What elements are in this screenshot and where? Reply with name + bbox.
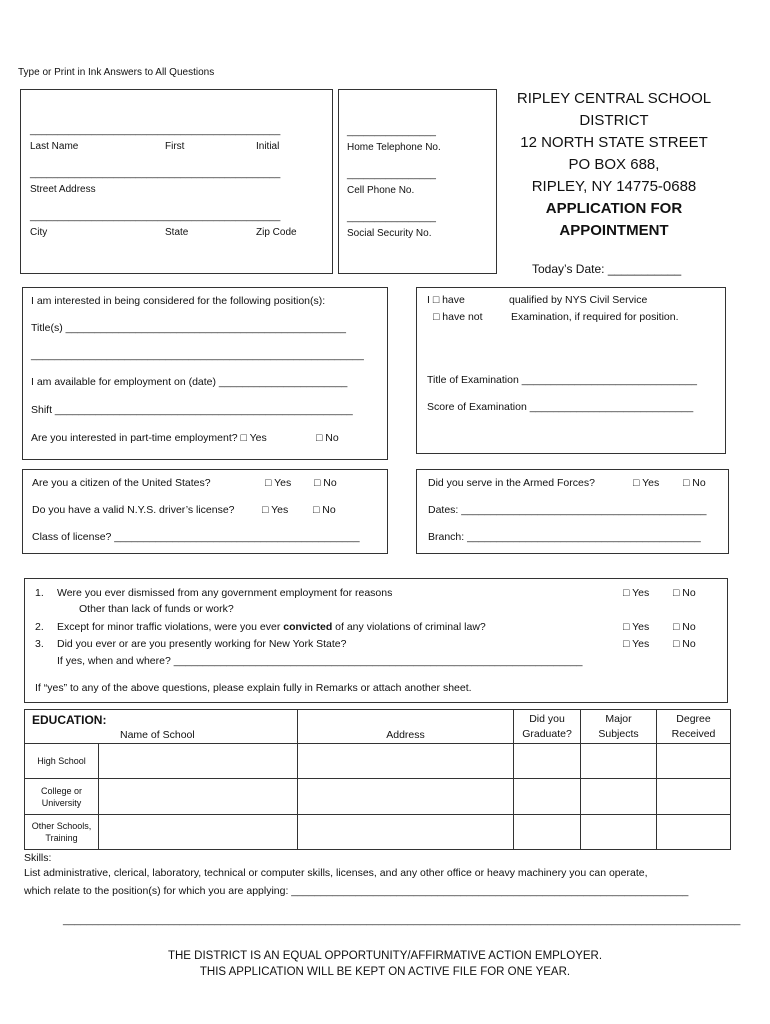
school-name-cell[interactable] [99,815,298,850]
ssn-label: Social Security No. [347,228,432,239]
address-cell[interactable] [298,779,514,815]
major-header-line1: Major [605,712,632,725]
last-name-label: Last Name [30,141,79,152]
question-2-no-checkbox[interactable]: □ No [673,621,696,633]
district-po-box: PO BOX 688, [568,156,660,173]
armed-forces-yes-checkbox[interactable]: □ Yes [633,477,660,489]
skills-field-line1[interactable]: which relate to the position(s) for which you are applying: ____________________________________________________________________ [24,885,689,897]
service-dates-field[interactable]: Dates: __________________________________________ [428,504,707,516]
home-phone-line[interactable]: ________________ [347,126,436,137]
question-3-no-checkbox[interactable]: □ No [673,638,696,650]
graduate-header-line2: Graduate? [522,727,572,740]
degree-header [657,710,731,744]
district-name-line2: DISTRICT [579,112,649,129]
question-2-text [57,621,486,633]
city-state-zip-line[interactable]: _____________________________________________ [30,211,281,222]
civil-exam-label: Examination, if required for position. [511,311,679,323]
question-1-no-checkbox[interactable]: □ No [673,587,696,599]
table-row [25,744,731,779]
position-interest-label: I am interested in being considered for the following position(s): [31,295,326,307]
citizen-no-checkbox[interactable]: □ No [314,477,337,489]
initial-label: Initial [256,141,280,152]
question-1-text-cont: Other than lack of funds or work? [79,603,234,615]
form-title-line1: APPLICATION FOR [545,200,683,217]
degree-header-line1: Degree [676,712,711,725]
major-cell[interactable] [581,744,657,779]
district-street: 12 NORTH STATE STREET [520,134,708,151]
degree-cell[interactable] [657,744,731,779]
first-name-label: First [165,141,185,152]
education-header-row [25,710,731,744]
row-label-college-line1: College or [40,785,83,796]
citizen-question: Are you a citizen of the United States? [32,477,211,489]
education-title: EDUCATION: [32,713,107,727]
table-row [25,815,731,850]
question-1-number: 1. [35,587,44,599]
zip-code-label: Zip Code [256,227,297,238]
titles-field-line2[interactable]: _________________________________________________________ [31,349,364,361]
graduate-header-line1: Did you [529,712,565,725]
street-address-label: Street Address [30,184,96,195]
degree-cell[interactable] [657,779,731,815]
question-1-yes-checkbox[interactable]: □ Yes [623,587,650,599]
question-3-text: Did you ever or are you presently working for New York State? [57,638,347,650]
license-no-checkbox[interactable]: □ No [313,504,336,516]
service-branch-field[interactable]: Branch: ________________________________________ [428,531,701,543]
district-header [503,88,725,242]
titles-field[interactable]: Title(s) ________________________________________________ [31,322,346,334]
question-2-text-bold: convicted [283,621,333,633]
skills-instructions: List administrative, clerical, laboratory, technical or computer skills, licenses, and any other office or heavy machinery you can operate, [24,867,648,879]
question-1-text: Were you ever dismissed from any government employment for reasons [57,587,393,599]
armed-forces-no-checkbox[interactable]: □ No [683,477,706,489]
have-not-checkbox[interactable]: □ have not [433,311,483,323]
part-time-no-checkbox[interactable]: □ No [316,432,339,444]
home-phone-label: Home Telephone No. [347,142,441,153]
question-2-number: 2. [35,621,44,633]
city-label: City [30,227,48,238]
row-label-other-line2: Training [45,833,78,843]
row-label-high-school [25,744,99,779]
address-cell[interactable] [298,815,514,850]
instructions-text: Type or Print in Ink Answers to All Questions [18,67,215,78]
skills-field-line2[interactable]: ____________________________________________________________________________________________________________________ [63,914,741,926]
question-2-text-post: of any violations of criminal law? [332,621,486,633]
citizen-yes-checkbox[interactable]: □ Yes [265,477,292,489]
school-name-header: Name of School [120,729,195,741]
license-question: Do you have a valid N.Y.S. driver’s license? [32,504,235,516]
license-class-field[interactable]: Class of license? __________________________________________ [32,531,360,543]
graduate-cell[interactable] [514,815,581,850]
address-cell[interactable] [298,744,514,779]
major-cell[interactable] [581,815,657,850]
cell-phone-label: Cell Phone No. [347,185,415,196]
available-date-field[interactable]: I am available for employment on (date) ______________________ [31,376,348,388]
form-title-line2: APPOINTMENT [559,222,669,239]
school-name-cell[interactable] [99,779,298,815]
question-3-details-field[interactable]: If yes, when and where? ______________________________________________________________________ [57,655,583,667]
school-name-cell[interactable] [99,744,298,779]
exam-title-field[interactable]: Title of Examination ______________________________ [427,374,697,386]
district-name-line1: RIPLEY CENTRAL SCHOOL [516,90,712,107]
eeo-statement: THE DISTRICT IS AN EQUAL OPPORTUNITY/AFFIRMATIVE ACTION EMPLOYER. [167,950,603,962]
row-label-other-schools [25,815,99,850]
education-table [24,709,731,850]
have-checkbox[interactable]: I □ have [427,294,465,306]
district-city: RIPLEY, NY 14775-0688 [531,178,697,195]
question-3-number: 3. [35,638,44,650]
graduate-header [514,710,581,744]
education-header-cell [25,710,298,744]
graduate-cell[interactable] [514,779,581,815]
row-label-high-school-text: High School [37,756,86,766]
question-2-text-pre: Except for minor traffic violations, were you ever [57,621,284,633]
question-3-yes-checkbox[interactable]: □ Yes [623,638,650,650]
phone-info-box [338,89,497,274]
last-name-line[interactable]: _____________________________________________ [30,125,281,136]
major-cell[interactable] [581,779,657,815]
armed-forces-question: Did you serve in the Armed Forces? [428,477,595,489]
major-header-line2: Subjects [598,727,639,740]
row-label-college-line2: University [41,797,82,808]
row-label-college [25,779,99,815]
table-row [25,779,731,815]
cell-phone-line[interactable]: ________________ [347,169,436,180]
skills-label: Skills: [24,852,52,864]
question-2-yes-checkbox[interactable]: □ Yes [623,621,650,633]
degree-header-line2: Received [671,727,716,740]
civil-qualified-label: qualified by NYS Civil Service [509,294,648,306]
graduate-cell[interactable] [514,744,581,779]
active-file-statement: THIS APPLICATION WILL BE KEPT ON ACTIVE FILE FOR ONE YEAR. [199,966,571,978]
street-address-line[interactable]: _____________________________________________ [30,168,281,179]
address-header: Address [298,710,514,744]
questions-note: If “yes” to any of the above questions, please explain fully in Remarks or attach another sheet. [35,682,472,694]
license-yes-checkbox[interactable]: □ Yes [262,504,289,516]
degree-cell[interactable] [657,815,731,850]
part-time-question[interactable]: Are you interested in part-time employment? □ Yes [31,432,267,444]
todays-date-field[interactable]: Today’s Date: ___________ [532,262,682,276]
personal-info-box [20,89,333,274]
exam-score-field[interactable]: Score of Examination ____________________________ [427,401,694,413]
major-header [581,710,657,744]
ssn-line[interactable]: ________________ [347,212,436,223]
row-label-other-line1: Other Schools, [31,821,92,831]
shift-field[interactable]: Shift ___________________________________________________ [31,404,353,416]
state-label: State [165,227,189,238]
